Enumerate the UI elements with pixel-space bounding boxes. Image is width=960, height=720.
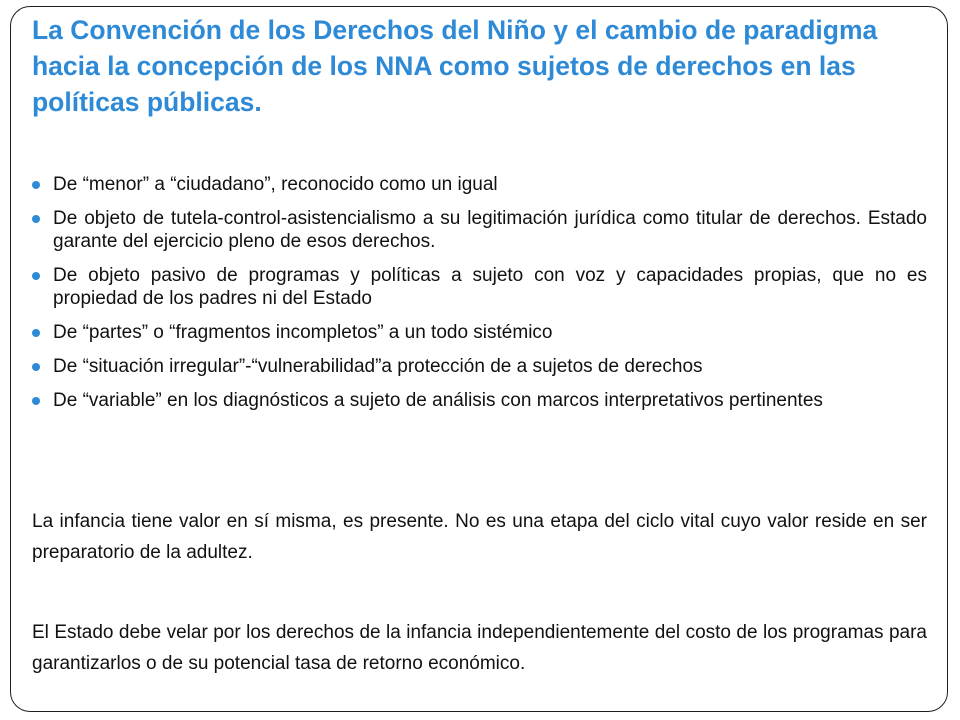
bullet-dot-icon — [32, 397, 40, 405]
bullet-text: De “variable” en los diagnósticos a sujeto de análisis con marcos interpretativos pertinentes — [53, 390, 823, 411]
bullet-text: De objeto pasivo de programas y políticas a sujeto con voz y capacidades propias, que no es propiedad de los padres ni del Estado — [53, 265, 927, 309]
bullet-text: De “menor” a “ciudadano”, reconocido como un igual — [53, 174, 498, 195]
bullet-list — [32, 173, 927, 423]
bullet-dot-icon — [32, 181, 40, 189]
bullet-dot-icon — [32, 363, 40, 371]
bullet-item — [32, 321, 927, 344]
bullet-item — [32, 355, 927, 378]
bullet-item — [32, 173, 927, 196]
bullet-dot-icon — [32, 329, 40, 337]
paragraph-infancia: La infancia tiene valor en sí misma, es presente. No es una etapa del ciclo vital cuyo valor reside en ser preparatorio de la adultez. — [32, 511, 927, 563]
bullet-item — [32, 207, 927, 253]
bullet-dot-icon — [32, 272, 40, 280]
paragraph-estado: El Estado debe velar por los derechos de la infancia independientemente del costo de los programas para garantizarlos o de su potencial tasa de retorno económico. — [32, 622, 927, 674]
bullet-item — [32, 389, 927, 412]
bullet-text: De “situación irregular”-“vulnerabilidad”a protección de a sujetos de derechos — [53, 356, 703, 377]
slide-title: La Convención de los Derechos del Niño y el cambio de paradigma hacia la concepción de los NNA como sujetos de derechos en las políticas públicas. — [32, 15, 878, 117]
bullet-text: De “partes” o “fragmentos incompletos” a un todo sistémico — [53, 322, 553, 343]
bullet-item — [32, 264, 927, 310]
bullet-dot-icon — [32, 215, 40, 223]
bullet-text: De objeto de tutela-control-asistencialismo a su legitimación jurídica como titular de derechos. Estado garante del ejercicio pleno de esos derechos. — [53, 208, 927, 252]
